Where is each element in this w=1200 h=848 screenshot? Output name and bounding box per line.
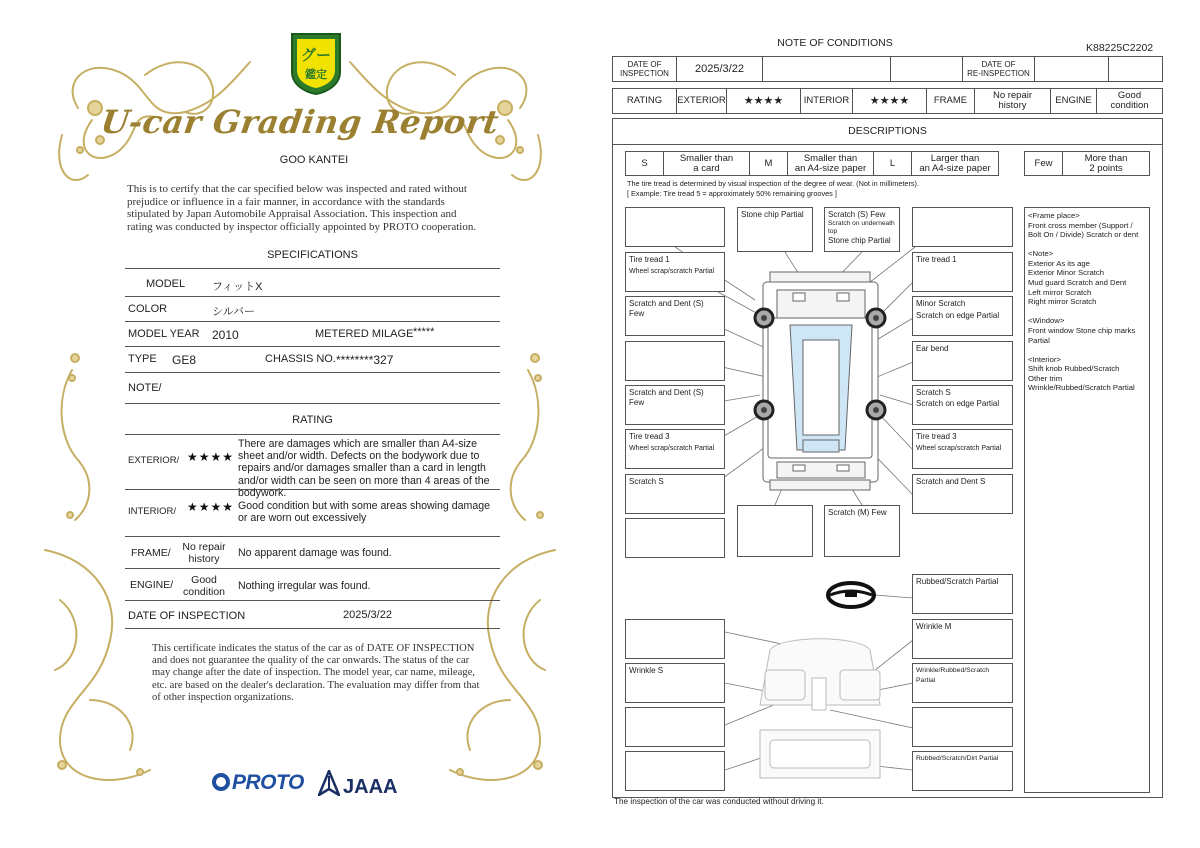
report-code: K88225C2202 — [1086, 42, 1154, 54]
inspection-date-label: DATE OF INSPECTION — [128, 610, 246, 622]
rating-heading: RATING — [292, 414, 333, 426]
frame-value-line2: history — [998, 100, 1027, 111]
jaaa-logo-text: JAAA — [343, 776, 398, 798]
notes-text: Front window Stone chip marks Partial — [1028, 325, 1136, 345]
notes-text: Other trim — [1028, 373, 1063, 383]
proto-logo-text: PROTO — [232, 771, 304, 794]
notes-text: Left mirror Scratch — [1028, 287, 1092, 297]
legend-l: L — [874, 152, 912, 175]
box-interior-left-1 — [625, 619, 725, 659]
divider — [125, 403, 500, 404]
box-wrinkle-rubbed: Wrinkle/Rubbed/Scratch Partial — [912, 663, 1013, 703]
notes-text: Mud guard Scratch and Dent — [1028, 278, 1127, 288]
legend-few-line1: More than — [1084, 152, 1128, 164]
frame-value-line2: history — [188, 553, 220, 565]
divider — [125, 434, 500, 435]
divider — [125, 628, 500, 629]
box-minor-scratch — [912, 296, 1013, 336]
conditions-title: NOTE OF CONDITIONS — [777, 37, 893, 49]
goo-kantei-badge-icon — [288, 30, 344, 96]
badge-text-bottom: 鑑定 — [305, 68, 327, 81]
box-text: Tire tread 3 — [916, 432, 957, 441]
specifications-heading: SPECIFICATIONS — [267, 249, 358, 261]
rating-label: RATING — [613, 89, 677, 113]
tire-note-line2: [ Example: Tire tread 5 = approximately 50% remaining grooves ] — [627, 188, 837, 198]
legend-m-line1: Smaller than — [803, 152, 858, 164]
box-scratch-s-left: Scratch S — [625, 474, 725, 514]
box-text-detail: Wheel scrap/scratch Partial — [916, 445, 1002, 452]
box-wrinkle-m: Wrinkle M — [912, 619, 1013, 659]
box-tire1-left — [625, 252, 725, 292]
notes-heading: <Window> — [1028, 316, 1065, 326]
engine-value-line2: condition — [1110, 100, 1149, 111]
legend-s-line1: Smaller than — [679, 152, 734, 164]
box-scratch-dent-s: Scratch and Dent S — [912, 474, 1013, 514]
model-year-label: MODEL YEAR — [128, 328, 200, 340]
steering-wheel-icon — [828, 583, 874, 607]
legend-l-line2: an A4-size paper — [919, 162, 991, 174]
box-interior-left-3 — [625, 751, 725, 791]
report-title: U-car Grading Report — [98, 103, 502, 141]
type-label: TYPE — [128, 353, 157, 365]
model-value: フィットX — [212, 281, 263, 293]
frame-label: FRAME — [927, 89, 975, 113]
box-text: Scratch (S) Few — [828, 210, 886, 219]
box-scratch-dent-1: Scratch and Dent (S) Few — [625, 296, 725, 336]
box-interior-left-2 — [625, 707, 725, 747]
box-scratch-dent-2: Scratch and Dent (S) Few — [625, 385, 725, 425]
box-stone-chip: Stone chip Partial — [737, 207, 813, 252]
box-text: Tire tread 3 — [629, 432, 670, 441]
box-text-secondary: Stone chip Partial — [828, 236, 891, 245]
model-label: MODEL — [146, 278, 186, 290]
interior-stars: ★★★★ — [853, 89, 927, 113]
box-interior-right-2 — [912, 707, 1013, 747]
divider — [125, 489, 500, 490]
box-text-secondary: Scratch on edge Partial — [916, 311, 1000, 320]
certificate-disclaimer: This certificate indicates the status of the car as of DATE OF INSPECTION and does not guarantee the quality of the car onwards. The status of the car may change after the date of inspection. The model year, car name, mileage, etc. are based on the dealer's declaration. The evaluation may differ from that of other inspection organizations. — [152, 643, 480, 703]
engine-description: Nothing irregular was found. — [238, 580, 371, 592]
interior-label: INTERIOR — [801, 89, 853, 113]
notes-panel — [1024, 207, 1150, 793]
inspection-date-value: 2025/3/22 — [343, 609, 392, 621]
engine-label: ENGINE — [1051, 89, 1097, 113]
legend-m: M — [750, 152, 788, 175]
legend-m-line2: an A4-size paper — [794, 162, 867, 174]
box-text-secondary: Scratch on edge Partial — [916, 399, 1000, 408]
box-ear-bend: Ear bend — [912, 341, 1013, 381]
exterior-label: EXTERIOR/ — [128, 455, 180, 466]
notes-text: Exterior As its age — [1028, 258, 1090, 268]
box-scratch-s-right — [912, 385, 1013, 425]
box-scratch-s-few — [824, 207, 900, 252]
color-label: COLOR — [128, 303, 168, 315]
notes-text: Wrinkle/Rubbed/Scratch Partial — [1028, 383, 1135, 393]
chassis-value: ********327 — [336, 353, 394, 367]
badge-text-top: グー — [300, 46, 332, 64]
notes-text: Shift knob Rubbed/Scratch — [1028, 364, 1120, 374]
box-text-detail: Wheel scrap/scratch Partial — [629, 445, 715, 452]
box-front-left-corner — [625, 207, 725, 247]
box-rear-middle-left — [737, 505, 813, 557]
window-group — [1028, 316, 1146, 345]
note-label: NOTE/ — [128, 382, 162, 394]
interior-group — [1028, 355, 1146, 393]
notes-heading: <Frame place> — [1028, 211, 1080, 220]
legend-s-line2: a card — [693, 162, 720, 174]
box-tire1-right: Tire tread 1 — [912, 252, 1013, 292]
box-text-detail: Wheel scrap/scratch Partial — [629, 268, 715, 275]
frame-description: No apparent damage was found. — [238, 547, 392, 559]
reinspection-label-line2: RE-INSPECTION — [967, 69, 1030, 78]
box-rubbed-dirt: Rubbed/Scratch/Dirt Partial — [912, 751, 1013, 791]
frame-place-group — [1028, 211, 1146, 240]
notes-text: Front cross member (Support / Bolt On / Divide) Scratch or dent — [1028, 220, 1139, 240]
proto-mark-icon — [212, 773, 230, 791]
box-rubbed-scratch: Rubbed/Scratch Partial — [912, 574, 1013, 614]
date-of-inspection-value: 2025/3/22 — [677, 57, 763, 81]
legend-s: S — [626, 152, 664, 175]
date-label-line1: DATE OF — [627, 60, 662, 69]
engine-value-line2: condition — [182, 586, 226, 598]
divider — [125, 346, 500, 347]
frame-value-line1: No repair — [182, 541, 226, 553]
frame-label: FRAME/ — [131, 547, 171, 559]
box-text: Tire tread 1 — [629, 255, 670, 264]
mileage-value: ***** — [413, 326, 435, 338]
reinspection-label-line1: DATE OF — [981, 60, 1016, 69]
engine-value-line1: Good — [1117, 90, 1142, 101]
date-label-line2: INSPECTION — [620, 69, 669, 78]
divider — [125, 321, 500, 322]
descriptions-heading: DESCRIPTIONS — [612, 118, 1163, 145]
divider — [125, 600, 500, 601]
interior-stars: ★★★★ — [187, 500, 235, 514]
inspection-footer-note: The inspection of the car was conducted without driving it. — [614, 797, 824, 806]
box-text-detail: Scratch on underneath top — [828, 220, 895, 235]
proto-logo — [212, 771, 304, 795]
legend-few: Few — [1025, 152, 1063, 175]
legend-l-line1: Larger than — [930, 152, 980, 164]
divider — [125, 372, 500, 373]
type-value: GE8 — [172, 353, 197, 367]
model-year-value: 2010 — [212, 328, 239, 342]
notes-text: Exterior Minor Scratch — [1028, 268, 1105, 278]
exterior-stars: ★★★★ — [727, 89, 801, 113]
notes-text: Right mirror Scratch — [1028, 297, 1097, 307]
jaaa-logo — [318, 770, 397, 799]
jaaa-mark-icon — [318, 770, 340, 796]
box-text: Minor Scratch — [916, 299, 966, 308]
box-left-empty — [625, 341, 725, 381]
box-rear-left-corner — [625, 518, 725, 558]
mileage-label: METERED MILAGE — [315, 328, 414, 340]
divider — [125, 536, 500, 537]
certification-statement: This is to certify that the car specified below was inspected and rated without prejudice or influence in a fair manner, in accordance with the standards stipulated by Japan Automobile Appraisal Association. This inspection and rating was conducted by inspector officially appointed by PROTO cooperation. — [127, 183, 477, 233]
interior-label: INTERIOR/ — [128, 506, 177, 517]
box-wrinkle-s: Wrinkle S — [625, 663, 725, 703]
box-scratch-m-few: Scratch (M) Few — [824, 505, 900, 557]
box-tire3-left — [625, 429, 725, 469]
notes-heading: <Interior> — [1028, 354, 1061, 364]
frame-value-line1: No repair — [992, 90, 1033, 101]
notes-heading: <Note> — [1028, 249, 1054, 259]
report-subtitle: GOO KANTEI — [279, 154, 349, 166]
divider — [125, 568, 500, 569]
box-text: Scratch S — [916, 388, 951, 397]
box-front-right-corner — [912, 207, 1013, 247]
divider — [125, 296, 500, 297]
tire-note-line1: The tire tread is determined by visual inspection of the degree of wear. (Not in millimeters). — [627, 179, 920, 188]
engine-value — [174, 574, 234, 598]
engine-label: ENGINE/ — [130, 579, 174, 591]
legend-few-line2: 2 points — [1089, 162, 1123, 174]
interior-description: Good condition but with some areas showing damage or are worn out excessively — [238, 500, 491, 525]
exterior-stars: ★★★★ — [187, 450, 235, 464]
chassis-label: CHASSIS NO. — [265, 353, 336, 365]
note-group — [1028, 249, 1146, 307]
engine-value-line1: Good — [191, 574, 217, 586]
exterior-label: EXTERIOR — [677, 89, 727, 113]
divider — [125, 268, 500, 269]
color-value: シルバー — [212, 306, 255, 318]
box-tire3-right — [912, 429, 1013, 469]
frame-value — [174, 541, 234, 565]
exterior-description: There are damages which are smaller than A4-size sheet and/or width. Defects on the bodywork due to repairs and/or damages smaller than a card in length and/or width can be seen on more than 4 areas of the bodywork. — [238, 438, 490, 499]
